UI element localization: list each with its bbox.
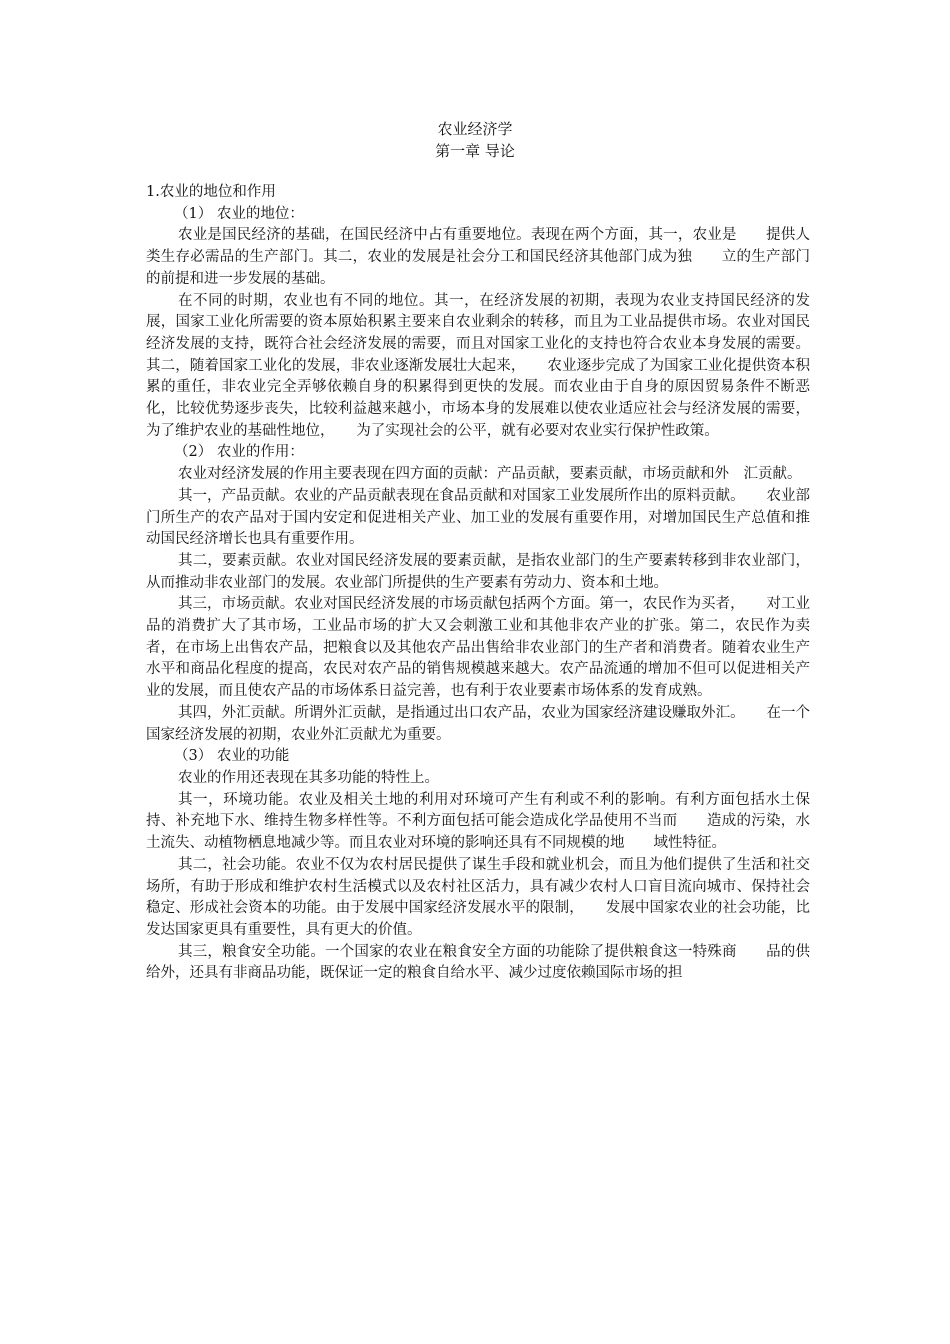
paragraph: 其一，产品贡献。农业的产品贡献表现在食品贡献和对国家工业发展所作出的原料贡献。 农业部门所生产的农产品对于国内安定和促进相关产业、加工业的发展有重要作用，对增加国民生产总值和推动国民经济增长也具有重要作用。: [146, 487, 810, 548]
paragraph: 其一，环境功能。农业及相关土地的利用对环境可产生有利或不利的影响。有利方面包括水土保持、补充地下水、维持生物多样性等。不利方面包括可能会造成化学品使用不当而 造成的污染，水土流失、动植物栖息地减少等。而且农业对环境的影响还具有不同规模的地 域性特征。: [146, 791, 810, 852]
paragraph: 其二，要素贡献。农业对国民经济发展的要素贡献，是指农业部门的生产要素转移到非农业部门，从而推动非农业部门的发展。农业部门所提供的生产要素有劳动力、资本和土地。: [146, 552, 810, 591]
paragraph: 其四，外汇贡献。所谓外汇贡献，是指通过出口农产品，农业为国家经济建设赚取外汇。 在一个国家经济发展的初期，农业外汇贡献尤为重要。: [146, 704, 810, 743]
paragraph: 农业是国民经济的基础，在国民经济中占有重要地位。表现在两个方面，其一，农业是 提供人类生存必需品的生产部门。其二，农业的发展是社会分工和国民经济其他部门成为独 立的生产部门的前提和进一步发展的基础。: [146, 227, 810, 287]
paragraph: 农业对经济发展的作用主要表现在四方面的贡献：产品贡献，要素贡献，市场贡献和外 汇贡献。: [178, 466, 802, 483]
section-heading: 1.农业的地位和作用: [146, 184, 276, 200]
subsection-heading: （1） 农业的地位：: [174, 205, 304, 222]
paragraph: 其二，社会功能。农业不仅为农村居民提供了谋生手段和就业机会，而且为他们提供了生活和社交场所，有助于形成和维护农村生活模式以及农村社区活力，具有减少农村人口盲目流向城市、保持社会稳定、形成社会资本的功能。由于发展中国家经济发展水平的限制， 发展中国家农业的社会功能，比发达国家更具有重要性，具有更大的价值。: [146, 856, 810, 938]
paragraph: 农业的作用还表现在其多功能的特性上。: [178, 769, 439, 786]
document-title: 农业经济学: [437, 120, 513, 138]
paragraph: 在不同的时期，农业也有不同的地位。其一，在经济发展的初期，表现为农业支持国民经济的发展，国家工业化所需要的资本原始积累主要来自农业剩余的转移，而且为工业品提供市场。农业对国民经济发展的支持，既符合社会经济发展的需要，而且对国家工业化的支持也符合农业本身发展的需要。其二，随着国家工业化的发展，非农业逐渐发展壮大起来， 农业逐步完成了为国家工业化提供资本积累的重任，非农业完全弄够依赖自身的积累得到更快的发展。而农业由于自身的原因贸易条件不断恶化，比较优势逐步丧失，比较利益越来越小，市场本身的发展难以使农业适应社会与经济发展的需要，为了维护农业的基础性地位， 为了实现社会的公平，就有必要对农业实行保护性政策。: [146, 292, 810, 439]
chapter-title: 第一章 导论: [435, 142, 515, 160]
paragraph: 其三，市场贡献。农业对国民经济发展的市场贡献包括两个方面。第一，农民作为买者， 对工业品的消费扩大了其市场，工业品市场的扩大又会刺激工业和其他非农产业的扩张。第二，农民作为卖者，在市场上出售农产品，把粮食以及其他农产品出售给非农业部门的生产者和消费者。随着农业生产水平和商品化程度的提高，农民对农产品的销售规模越来越大。农产品流通的增加不但可以促进相关产业的发展，而且使农产品的市场体系日益完善，也有利于农业要素市场体系的发育成熟。: [146, 596, 810, 700]
document-body: [146, 182, 810, 985]
paragraph: 其三，粮食安全功能。一个国家的农业在粮食安全方面的功能除了提供粮食这一特殊商 品的供给外，还具有非商品功能，既保证一定的粮食自给水平、减少过度依赖国际市场的担: [146, 943, 810, 982]
subsection-heading: （3） 农业的功能: [174, 748, 290, 765]
subsection-heading: （2） 农业的作用：: [174, 444, 304, 461]
